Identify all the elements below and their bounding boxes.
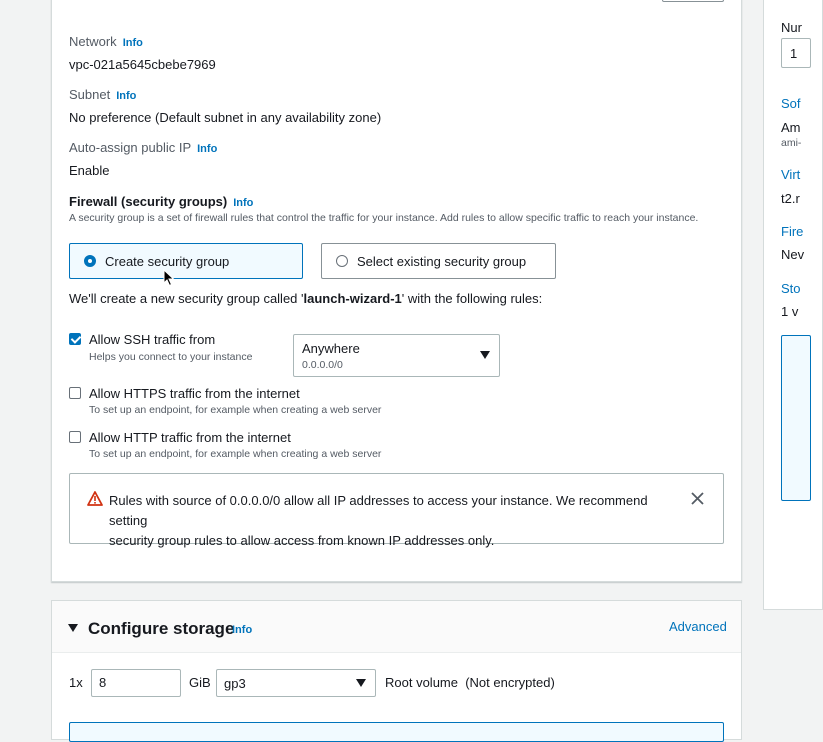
- https-rule-checkbox[interactable]: [69, 387, 81, 399]
- select-existing-security-group-option[interactable]: [321, 243, 556, 279]
- configure-storage-title: Configure storage: [88, 619, 235, 638]
- summary-virtual-label[interactable]: Virt: [781, 167, 801, 182]
- warning-alert: [69, 473, 724, 548]
- create-security-group-option[interactable]: [69, 243, 303, 279]
- http-rule-description: To set up an endpoint, for example when creating a web server: [89, 448, 382, 460]
- note-prefix: We'll create a new security group called ': [69, 291, 304, 306]
- volume-size-unit: GiB: [189, 675, 211, 690]
- https-rule-label: Allow HTTPS traffic from the internet: [89, 386, 300, 401]
- public-ip-field: [69, 140, 217, 155]
- select-existing-security-group-radio[interactable]: [336, 255, 348, 267]
- ssh-rule-checkbox[interactable]: [69, 333, 81, 345]
- network-label: Network: [69, 34, 117, 49]
- edit-button[interactable]: [662, 0, 724, 2]
- summary-instances-label: Nur: [781, 20, 802, 35]
- summary-software-label[interactable]: Sof: [781, 96, 801, 111]
- summary-firewall-value: Nev: [781, 247, 805, 262]
- summary-instances-value: 1: [790, 46, 798, 61]
- warning-line-2: security group rules to allow access from known IP addresses only.: [109, 533, 495, 548]
- summary-storage-label[interactable]: Sto: [781, 281, 801, 296]
- summary-firewall-label[interactable]: Fire: [781, 224, 804, 239]
- http-rule-label: Allow HTTP traffic from the internet: [89, 430, 291, 445]
- volume-type-value: gp3: [224, 676, 246, 691]
- caret-down-icon: [480, 351, 490, 359]
- collapse-toggle-icon[interactable]: [68, 624, 78, 632]
- mouse-cursor-icon: [163, 269, 175, 287]
- subnet-field: [69, 87, 136, 102]
- caret-down-icon: [356, 679, 366, 687]
- root-volume-text: [385, 675, 555, 690]
- subnet-value: No preference (Default subnet in any availability zone): [69, 110, 382, 125]
- network-value: vpc-021a5645cbebe7969: [69, 57, 216, 72]
- select-existing-security-group-label: Select existing security group: [357, 253, 527, 269]
- summary-virtual-value: t2.r: [781, 191, 800, 206]
- storage-info-box: [69, 722, 724, 742]
- network-info-link[interactable]: Info: [122, 37, 143, 49]
- security-group-name: launch-wizard-1: [303, 291, 402, 306]
- subnet-info-link[interactable]: Info: [116, 90, 137, 102]
- ssh-rule-description: Helps you connect to your instance: [89, 351, 253, 363]
- ssh-source-select[interactable]: [293, 334, 500, 377]
- warning-line-1: Rules with source of 0.0.0.0/0 allow all IP addresses to access your instance. We recommend setting: [109, 493, 648, 528]
- public-ip-label: Auto-assign public IP: [69, 140, 192, 155]
- summary-software-sub: ami-: [781, 137, 802, 149]
- summary-instances-input[interactable]: [781, 38, 811, 68]
- firewall-description: A security group is a set of firewall rules that control the traffic for your instance. Add rules to allow specific traffic to reach your instance.: [69, 212, 699, 224]
- firewall-info-link[interactable]: Info: [233, 197, 254, 209]
- volume-size-input[interactable]: 8: [91, 669, 181, 697]
- ssh-source-selected: Anywhere: [302, 341, 360, 356]
- summary-info-box: [781, 335, 811, 501]
- warning-message: [109, 491, 684, 551]
- security-group-note: [69, 291, 542, 306]
- firewall-field: [69, 194, 253, 209]
- warning-icon: [87, 491, 103, 506]
- ssh-source-cidr: 0.0.0.0/0: [302, 359, 343, 371]
- http-rule-checkbox[interactable]: [69, 431, 81, 443]
- create-security-group-radio[interactable]: [84, 255, 96, 267]
- network-field: [69, 34, 143, 49]
- close-icon[interactable]: [691, 492, 704, 505]
- note-suffix: ' with the following rules:: [401, 291, 543, 306]
- subnet-label: Subnet: [69, 87, 111, 102]
- root-volume-label: Root volume: [385, 675, 458, 690]
- storage-info-link[interactable]: Info: [232, 624, 253, 636]
- advanced-link[interactable]: Advanced: [669, 619, 727, 634]
- https-rule-description: To set up an endpoint, for example when creating a web server: [89, 404, 382, 416]
- create-security-group-label: Create security group: [105, 253, 230, 269]
- public-ip-value: Enable: [69, 163, 110, 178]
- volume-type-select[interactable]: [216, 669, 376, 697]
- encryption-status: (Not encrypted): [465, 675, 555, 690]
- public-ip-info-link[interactable]: Info: [197, 143, 218, 155]
- summary-storage-value: 1 v: [781, 304, 799, 319]
- firewall-label: Firewall (security groups): [69, 194, 228, 209]
- ssh-rule-label: Allow SSH traffic from: [89, 332, 216, 347]
- volume-multiplier: 1x: [69, 675, 83, 690]
- summary-software-value: Am: [781, 120, 801, 135]
